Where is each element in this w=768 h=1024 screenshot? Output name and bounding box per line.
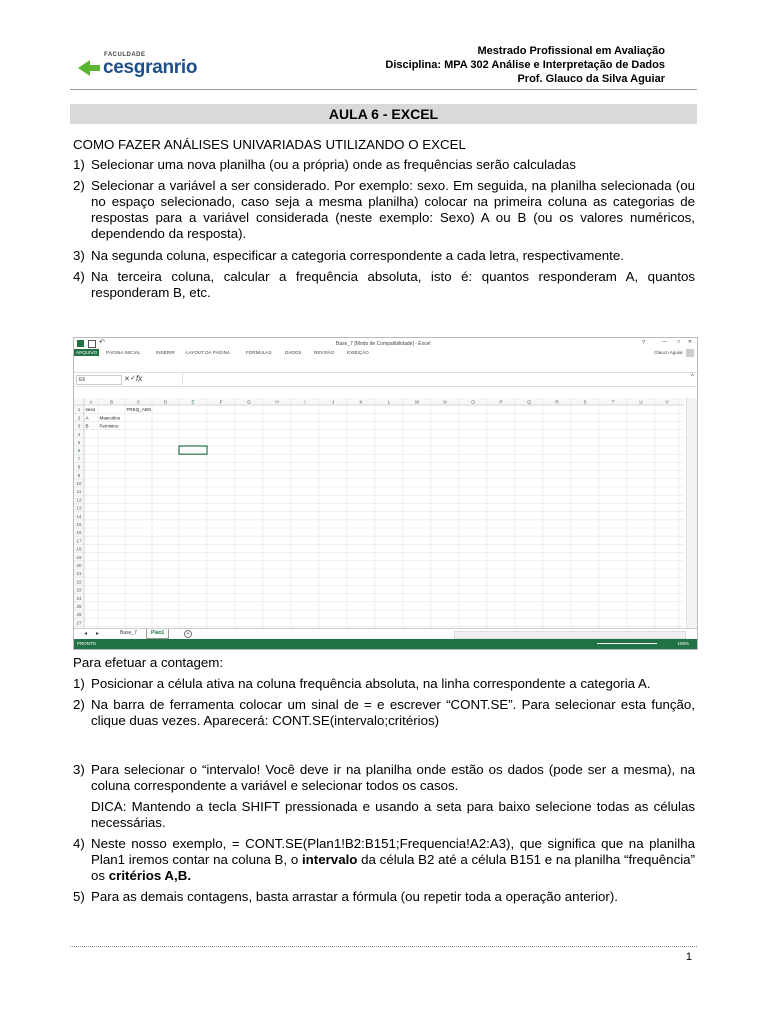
cell-b3[interactable]: Feminino — [99, 423, 119, 429]
column-header-d[interactable]: D — [163, 399, 168, 405]
column-header-t[interactable]: T — [611, 399, 615, 405]
row-header-12[interactable]: 12 — [76, 497, 82, 503]
cell-a3[interactable]: B — [85, 423, 89, 429]
row-header-24[interactable]: 24 — [76, 595, 82, 601]
cell-a2[interactable]: A — [85, 415, 89, 421]
row-header-18[interactable]: 18 — [76, 546, 82, 552]
cell-c1[interactable]: FREQ_ABS — [126, 407, 152, 413]
excel-screenshot — [73, 337, 698, 650]
minimize-icon[interactable]: — — [662, 339, 667, 345]
tip-text: DICA: Mantendo a tecla SHIFT pressionada e usando a seta para baixo selecione todas as células necessárias. — [91, 799, 695, 830]
row-header-6[interactable]: 6 — [77, 448, 81, 454]
column-header-s[interactable]: S — [583, 399, 587, 405]
ribbon-tabs — [74, 349, 697, 358]
list-item: 3) Para selecionar o “intervalo! Você deve ir na planilha onde estão os dados (pode ser a mesma), na coluna correspondente a variável e selecionar todos os casos. — [73, 762, 695, 793]
header-divider — [70, 89, 697, 90]
row-header-21[interactable]: 21 — [76, 571, 82, 577]
column-header-p[interactable]: P — [499, 399, 503, 405]
ribbon-collapsed — [74, 358, 697, 373]
status-bar — [74, 639, 697, 649]
row-header-22[interactable]: 22 — [76, 579, 82, 585]
tab-exibicao[interactable]: EXIBIÇÃO — [347, 350, 369, 355]
zoom-slider[interactable] — [597, 643, 657, 644]
row-header-3[interactable]: 3 — [77, 423, 81, 429]
column-header-g[interactable]: G — [247, 399, 251, 405]
lesson-title: AULA 6 - EXCEL — [70, 104, 697, 124]
zoom-level: 100% — [677, 641, 689, 646]
column-header-a[interactable]: A — [89, 399, 93, 405]
add-sheet-icon[interactable]: + — [184, 630, 192, 638]
list-item: 4) Neste nosso exemplo, = CONT.SE(Plan1!B2:B151;Frequencia!A2:A3), que significa que na planilha Plan1 iremos contar na coluna B, o intervalo da célula B2 até a célula B151 e na planilha “frequência” os critérios A,B. — [73, 836, 695, 883]
contagem-heading: Para efetuar a contagem: — [73, 655, 224, 670]
column-header-h[interactable]: H — [275, 399, 279, 405]
user-name[interactable]: Glauco Aguiar — [654, 350, 683, 355]
tab-arquivo[interactable]: ARQUIVO — [76, 350, 98, 355]
column-header-r[interactable]: R — [555, 399, 559, 405]
list-item: 1) Selecionar uma nova planilha (ou a própria) onde as frequências serão calculadas — [73, 157, 576, 172]
tab-layout[interactable]: LAYOUT DA PÁGINA — [186, 350, 230, 355]
maximize-icon[interactable]: □ — [676, 339, 680, 345]
column-header-o[interactable]: O — [471, 399, 475, 405]
sheet-tab-plan1[interactable]: Plan1 — [146, 629, 169, 639]
row-header-19[interactable]: 19 — [76, 554, 82, 560]
column-header-l[interactable]: L — [387, 399, 391, 405]
formula-bar — [74, 373, 697, 387]
section-steps — [73, 762, 695, 905]
active-cell[interactable] — [179, 446, 207, 454]
tab-revisao[interactable]: REVISÃO — [314, 350, 335, 355]
vertical-scrollbar[interactable] — [686, 398, 697, 628]
horizontal-scrollbar[interactable] — [454, 631, 686, 639]
column-header-v[interactable]: V — [665, 399, 669, 405]
save-icon[interactable] — [88, 340, 96, 348]
column-header-c[interactable]: C — [136, 399, 141, 405]
window-title: Base_7 [Modo de Compatibilidade] - Excel — [336, 341, 431, 347]
tab-formulas[interactable]: FÓRMULAS — [246, 350, 272, 355]
page-number: 1 — [685, 951, 692, 963]
sheet-tab-base7[interactable]: Base_7 — [120, 630, 137, 636]
formula-input[interactable] — [182, 373, 697, 385]
close-icon[interactable]: ✕ — [687, 339, 692, 345]
logo-arrow-icon — [76, 58, 102, 78]
row-header-7[interactable]: 7 — [77, 456, 81, 462]
status-text: PRONTO — [77, 641, 97, 646]
row-header-8[interactable]: 8 — [77, 464, 81, 470]
tab-pagina-inicial[interactable]: PÁGINA INICIAL — [106, 350, 141, 355]
next-sheet-icon[interactable]: ▸ — [96, 631, 100, 637]
chevron-up-icon[interactable]: ^ — [691, 374, 694, 380]
row-header-2[interactable]: 2 — [77, 415, 81, 421]
column-header-u[interactable]: U — [639, 399, 643, 405]
logo-name: cesgranrio — [103, 57, 198, 78]
column-header-j[interactable]: J — [331, 399, 335, 405]
row-header-13[interactable]: 13 — [76, 505, 82, 511]
row-header-17[interactable]: 17 — [76, 538, 82, 544]
row-header-16[interactable]: 16 — [76, 530, 82, 536]
section-contagem — [73, 655, 695, 729]
row-header-10[interactable]: 10 — [76, 481, 82, 486]
cell-b2[interactable]: Masculino — [99, 415, 121, 421]
spreadsheet-grid[interactable] — [74, 398, 684, 628]
list-item: 4) Na terceira coluna, calcular a frequência absoluta, isto é: quantos responderam A, quantos responderam B, etc. — [73, 269, 695, 300]
intro-heading: COMO FAZER ANÁLISES UNIVARIADAS UTILIZANDO O EXCEL — [73, 137, 466, 152]
column-header-b[interactable]: B — [109, 399, 114, 405]
list-item: 3) Na segunda coluna, especificar a categoria correspondente a cada letra, respectivamente. — [73, 248, 624, 263]
fx-icon[interactable]: fx — [136, 374, 143, 383]
avatar — [686, 349, 694, 357]
column-header-i[interactable]: I — [304, 399, 306, 405]
cell-a1[interactable]: sexo — [85, 407, 96, 413]
row-header-20[interactable]: 20 — [76, 563, 82, 568]
list-item: 2) Na barra de ferramenta colocar um sinal de = e escrever “CONT.SE”. Para selecionar esta função, clique duas vezes. Aparecerá: CONT.SE(intervalo;critérios) — [73, 697, 695, 728]
list-item: 5) Para as demais contagens, basta arrastar a fórmula (ou repetir toda a operação anterior). — [73, 889, 618, 904]
column-header-f[interactable]: F — [219, 399, 223, 405]
row-header-14[interactable]: 14 — [76, 513, 82, 519]
row-header-4[interactable]: 4 — [77, 431, 81, 437]
list-item: 1) Posicionar a célula ativa na coluna frequência absoluta, na linha correspondente a categoria A. — [73, 676, 651, 691]
name-box[interactable]: E6 — [76, 375, 122, 385]
cancel-icon[interactable]: ✕ — [124, 376, 130, 383]
column-header-m[interactable]: M — [415, 399, 419, 405]
header-professor: Prof. Glauco da Silva Aguiar — [517, 73, 665, 85]
footer-divider — [70, 946, 697, 947]
row-header-23[interactable]: 23 — [76, 587, 82, 593]
column-header-q[interactable]: Q — [527, 399, 531, 405]
excel-titlebar — [74, 338, 697, 349]
header-course: Mestrado Profissional em Avaliação — [477, 45, 665, 57]
enter-icon[interactable]: ✓ — [130, 375, 136, 382]
logo-faculdade: FACULDADE — [104, 52, 146, 58]
list-item: 2) Selecionar a variável a ser considerado. Por exemplo: sexo. Em seguida, na planilha selecionada (ou no espaço selecionado, caso seja a mesma planilha) colocar na primeira coluna as categorias de respostas para a variável considerada (neste exemplo: Sexo) A ou B (ou os valores numéricos, dependendo da resposta). — [73, 178, 695, 241]
header-info — [385, 44, 665, 86]
tab-dados[interactable]: DADOS — [285, 350, 302, 355]
tab-inserir[interactable]: INSERIR — [156, 350, 175, 355]
excel-logo-icon — [77, 340, 84, 347]
column-header-k[interactable]: K — [359, 399, 363, 405]
row-header-15[interactable]: 15 — [76, 522, 82, 527]
column-header-e[interactable]: E — [191, 399, 195, 405]
column-header-n[interactable]: N — [443, 399, 447, 405]
prev-sheet-icon[interactable]: ◂ — [84, 631, 88, 637]
section-intro — [73, 137, 695, 301]
row-header-25[interactable]: 25 — [76, 604, 82, 609]
row-header-9[interactable]: 9 — [77, 472, 81, 478]
row-header-11[interactable]: 11 — [76, 489, 82, 495]
row-header-26[interactable]: 26 — [76, 612, 82, 618]
row-header-5[interactable]: 5 — [77, 440, 81, 445]
row-header-1[interactable]: 1 — [77, 407, 81, 413]
header-discipline: Disciplina: MPA 302 Análise e Interpretação de Dados — [385, 59, 665, 71]
help-icon[interactable]: ? — [642, 340, 645, 346]
cesgranrio-logo — [76, 52, 206, 82]
row-header-27[interactable]: 27 — [76, 620, 82, 626]
undo-icon[interactable]: ↶ — [99, 339, 105, 346]
